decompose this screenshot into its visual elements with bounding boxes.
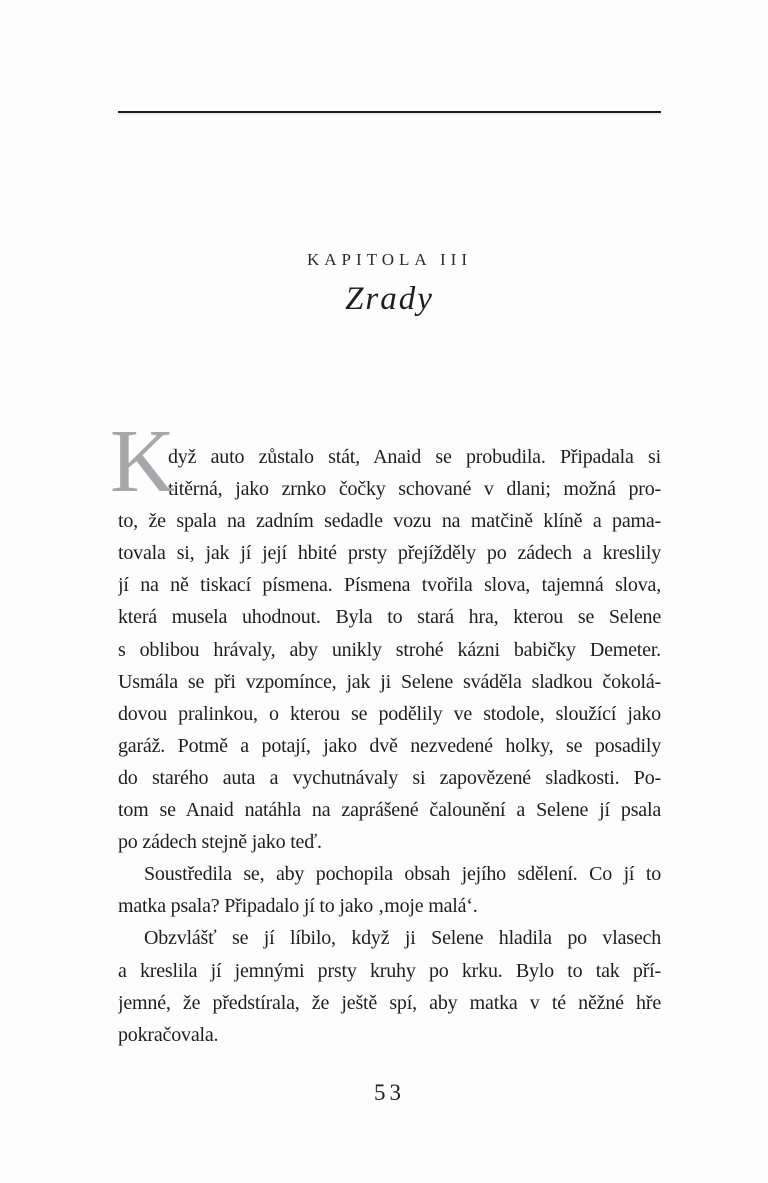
chapter-title: Zrady — [345, 281, 434, 317]
text-line: matka psala? Připadalo jí to jako ‚moje malá‘. — [118, 895, 478, 918]
chapter-label: KAPITOLA III — [307, 250, 472, 269]
text-line: garáž. Potmě a potají, jako dvě nezvedené holky, se posadily — [118, 734, 661, 757]
text-line: Obzvlášť se jí líbilo, když ji Selene hladila po vlasech — [144, 927, 661, 950]
text-line: s oblibou hrávaly, aby unikly strohé kázni babičky Demeter. — [118, 638, 661, 661]
header-rule — [118, 111, 661, 113]
text-line: a kreslila jí jemnými prsty kruhy po krku. Bylo to tak pří- — [118, 959, 661, 982]
text-line: do starého auta a vychutnávaly si zapovězené sladkosti. Po- — [118, 766, 661, 789]
text-line: která musela uhodnout. Byla to stará hra, kterou se Selene — [118, 606, 661, 629]
text-line: dovou pralinkou, o kterou se podělily ve stodole, sloužící jako — [118, 702, 661, 725]
text-line: po zádech stejně jako teď. — [118, 831, 322, 854]
text-line: dyž auto zůstalo stát, Anaid se probudila. Připadala si — [168, 446, 661, 468]
text-line: Usmála se při vzpomínce, jak ji Selene sváděla sladkou čokolá- — [118, 670, 661, 693]
text-line: Soustředila se, aby pochopila obsah jejího sdělení. Co jí to — [144, 863, 661, 886]
page-number: 53 — [374, 1080, 405, 1105]
text-line: pokračovala. — [118, 1023, 219, 1046]
text-line: to, že spala na zadním sedadle vozu na matčině klíně a pama- — [118, 510, 661, 533]
text-line: titěrná, jako zrnko čočky schované v dlani; možná pro- — [168, 478, 661, 501]
text-line: jí na ně tiskací písmena. Písmena tvořila slova, tajemná slova, — [118, 574, 661, 597]
drop-cap: K — [110, 412, 175, 511]
text-line: tom se Anaid natáhla na zaprášené čalounění a Selene jí psala — [118, 799, 661, 822]
body-text — [118, 441, 661, 1051]
text-line: jemné, že předstírala, že ještě spí, aby matka v té něžné hře — [118, 991, 661, 1014]
text-line: tovala si, jak jí její hbité prsty přejížděly po zádech a kreslily — [118, 542, 661, 565]
